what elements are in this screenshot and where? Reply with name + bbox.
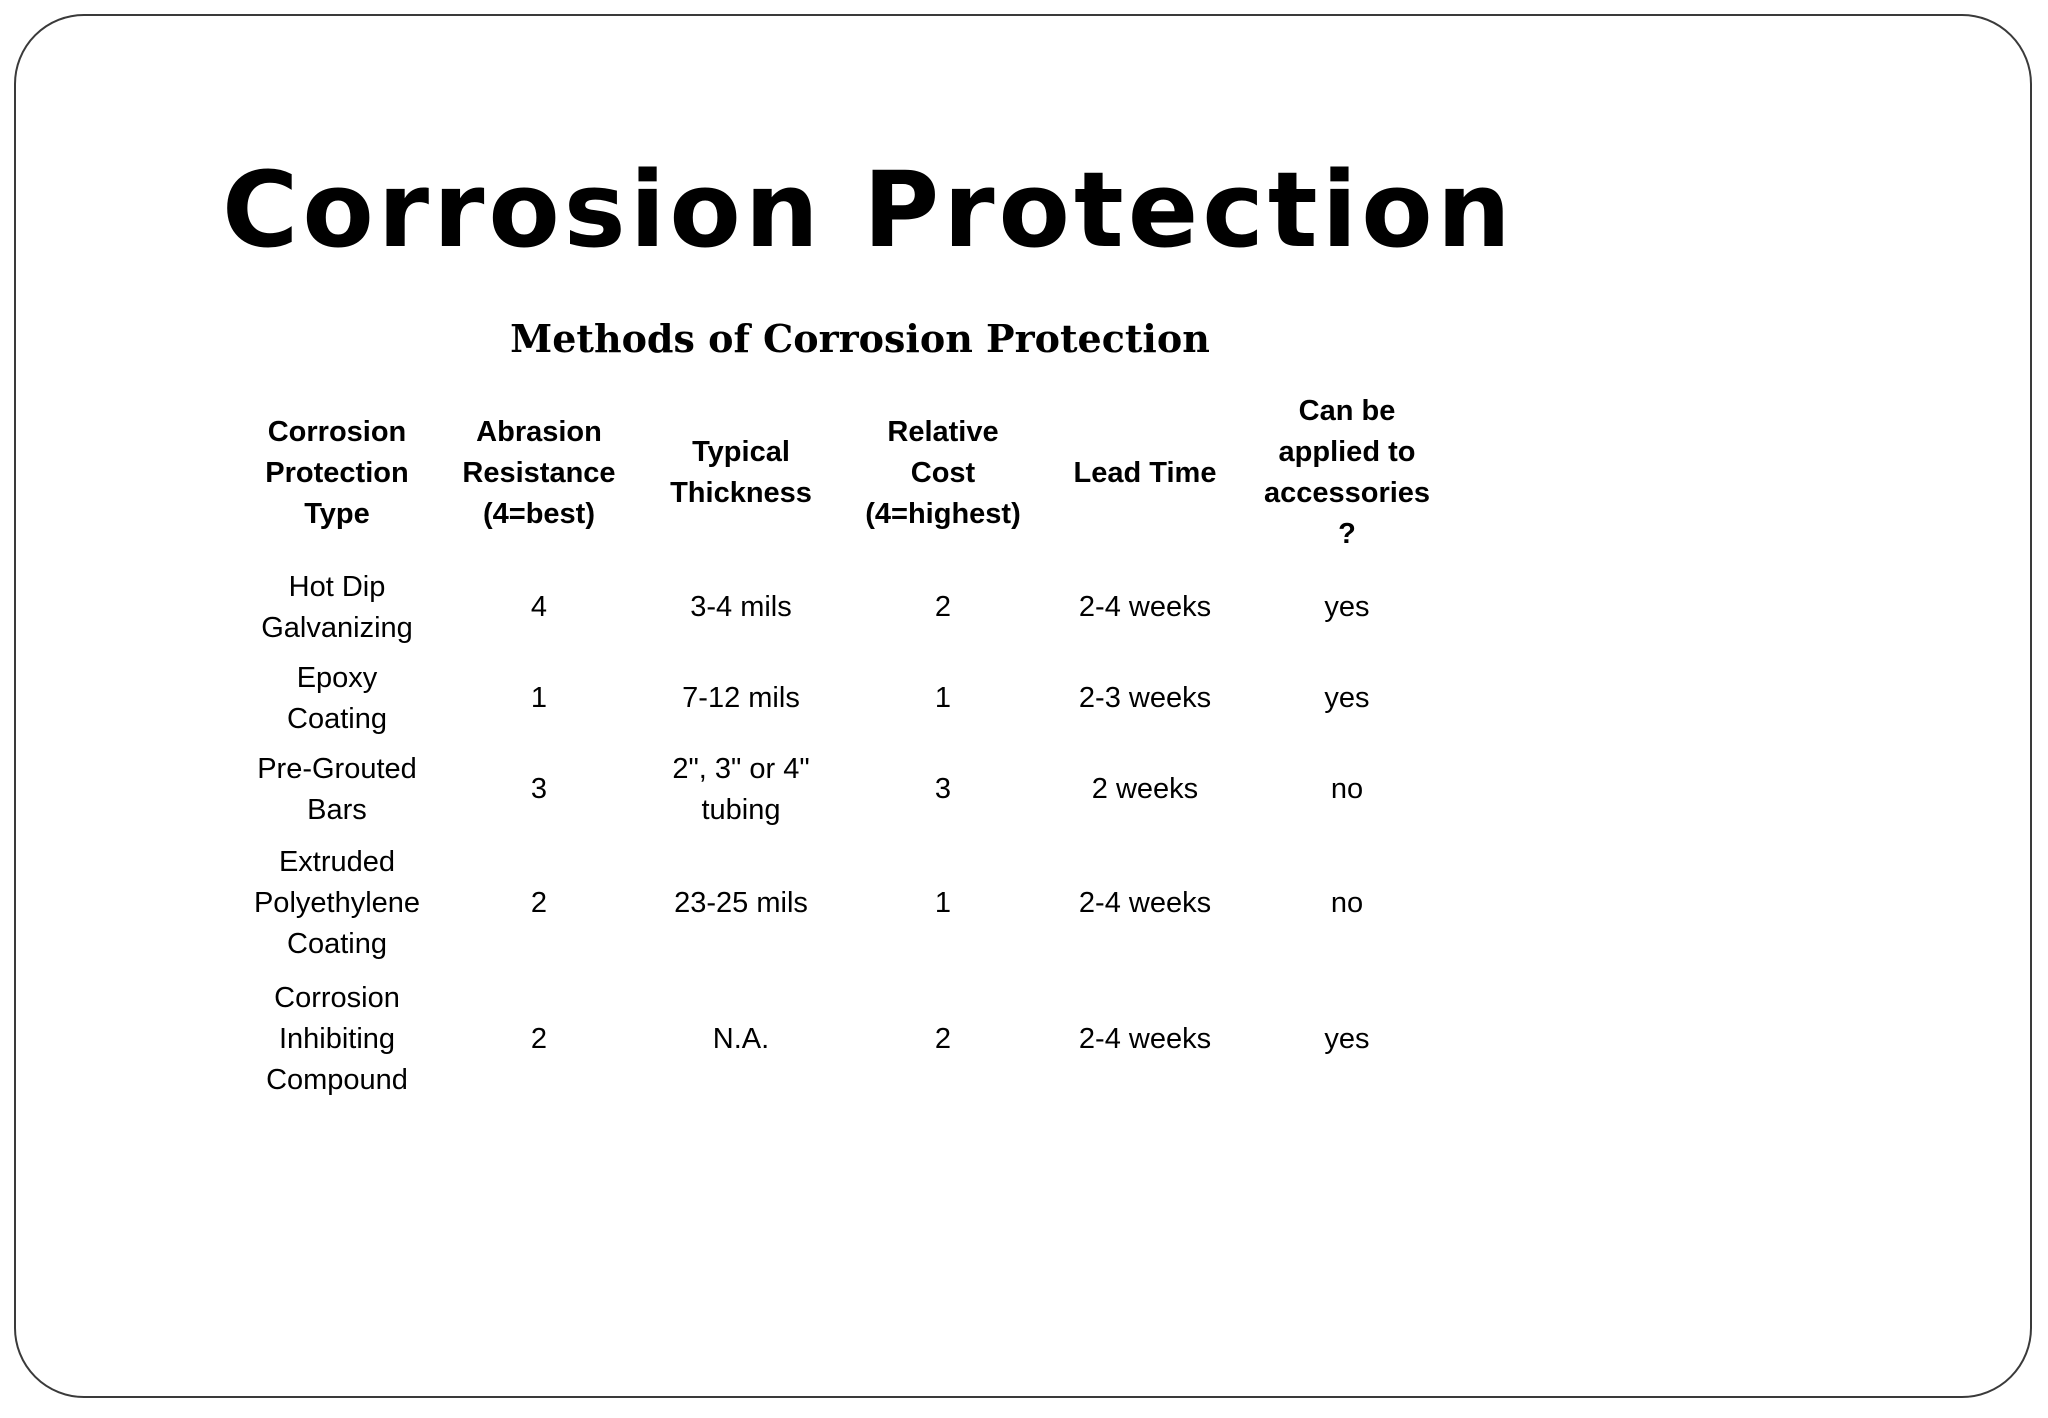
cell-abrasion-resistance: 1 [530, 682, 548, 714]
cell-abrasion-resistance: 2 [530, 1022, 548, 1055]
cell-typical-thickness: 7-12 mils [682, 682, 800, 714]
table-row [236, 653, 1448, 744]
table-row [236, 835, 1448, 971]
cell-abrasion-resistance: 3 [530, 773, 548, 805]
cell-relative-cost: 1 [934, 682, 952, 714]
cell-accessories: no [1330, 773, 1364, 805]
cell-protection-type: Extruded Polyethylene Coating [253, 845, 421, 960]
table-row [236, 562, 1448, 653]
cell-relative-cost: 1 [934, 886, 952, 919]
cell-typical-thickness: 23-25 mils [674, 886, 808, 919]
cell-protection-type: Epoxy Coating [287, 661, 387, 735]
slide-title: Corrosion Protection [222, 149, 1515, 271]
table-header-row [236, 384, 1448, 562]
header-abrasion-resistance: Abrasion Resistance (4=best) [462, 415, 616, 530]
corrosion-methods-table [236, 384, 1448, 1107]
cell-relative-cost: 2 [934, 591, 952, 623]
cell-typical-thickness: 2", 3" or 4" tubing [672, 752, 810, 826]
table-caption: Methods of Corrosion Protection [510, 316, 1210, 361]
header-lead-time: Lead Time [1073, 456, 1217, 489]
cell-protection-type: Pre-Grouted Bars [257, 752, 417, 826]
header-relative-cost: Relative Cost (4=highest) [865, 415, 1021, 530]
cell-abrasion-resistance: 4 [530, 591, 548, 623]
cell-lead-time: 2-3 weeks [1078, 682, 1212, 714]
cell-protection-type: Hot Dip Galvanizing [261, 570, 413, 644]
table-row [236, 971, 1448, 1107]
cell-lead-time: 2-4 weeks [1078, 886, 1212, 919]
cell-relative-cost: 3 [934, 773, 952, 805]
cell-accessories: yes [1324, 1022, 1370, 1055]
header-typical-thickness: Typical Thickness [670, 436, 812, 509]
cell-abrasion-resistance: 2 [530, 886, 548, 919]
cell-typical-thickness: N.A. [712, 1022, 770, 1055]
cell-relative-cost: 2 [934, 1022, 952, 1055]
cell-accessories: yes [1324, 591, 1370, 623]
header-accessories: Can be applied to accessories ? [1263, 395, 1431, 550]
cell-accessories: no [1330, 886, 1364, 919]
cell-lead-time: 2 weeks [1091, 773, 1199, 805]
cell-lead-time: 2-4 weeks [1078, 591, 1212, 623]
table-row [236, 744, 1448, 835]
cell-typical-thickness: 3-4 mils [690, 591, 792, 623]
cell-accessories: yes [1324, 682, 1370, 714]
cell-protection-type: Corrosion Inhibiting Compound [266, 981, 408, 1096]
header-protection-type: Corrosion Protection Type [265, 415, 409, 530]
cell-lead-time: 2-4 weeks [1078, 1022, 1212, 1055]
